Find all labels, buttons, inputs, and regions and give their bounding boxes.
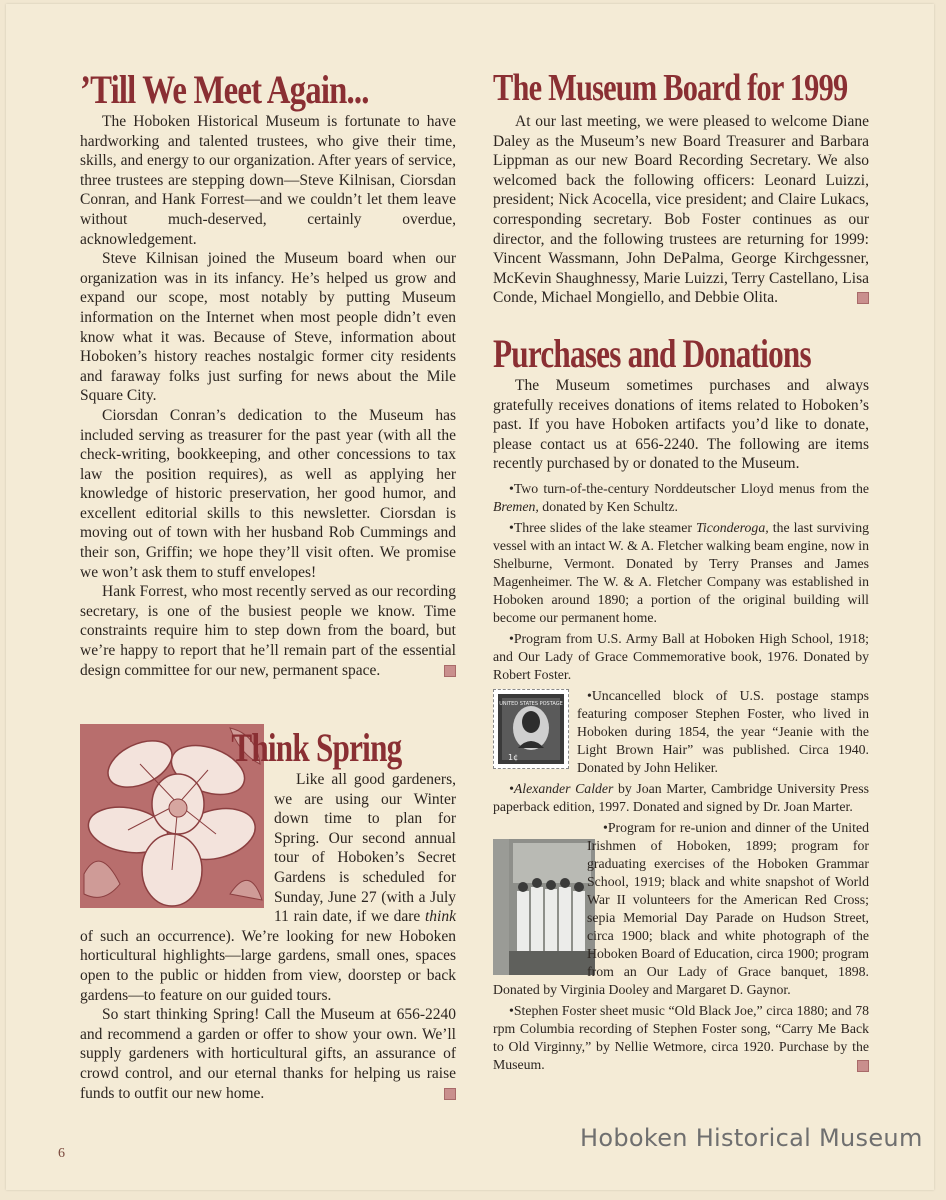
item2-text-end: the last surviving vessel with an intact W. & A. Fletcher walking beam engine, now in Shelburne, Vermont. Donated by Terry Pranses and James Magenheimer. The W. & A. Fletcher Company was established in Hoboken around 1890; a portion of the original building will become our permanent home. [493,519,869,625]
stamp-image [493,689,569,769]
board-heading: The Museum Board for 1999 [493,67,848,109]
end-mark-icon [444,665,456,677]
till-paragraph-4-text: Hank Forrest, who most recently served as our recording secretary, is one of the busiest people we know. Time constraints require him to step down from the board, but we’re happy to report that he’ll remain part of the essential design committee for our new, permanent space. [80,583,456,679]
donation-item-menus [493,480,869,516]
spring-paragraph-2 [80,1005,456,1103]
page-number: 6 [58,1146,65,1161]
stamp-value-text: 1¢ [508,752,519,762]
spring-paragraph-1-text: Like all good gardeners, we are using our Winter down time to plan for Spring. Our second annual tour of Hoboken’s Secret Gardens is scheduled for Sunday, June 27 (with a July 11 rain date, if we dare [274,771,456,926]
donation-item-program: •Program from U.S. Army Ball at Hoboken High School, 1918; and Our Lady of Grace Commemorative book, 1976. Donated by Robert Foster. [493,630,869,682]
donation-item-irishmen [493,819,869,999]
think-spring-article [80,724,456,1103]
spring-italic-think: think [425,908,456,926]
donation-item-slides [493,519,869,627]
red-cross-photo [493,839,579,975]
item1-italic: Bremen, [493,498,539,514]
item6-text: •Program for re-union and dinner of the United Irishmen of Hoboken, 1899; program for graduating exercises of the Hoboken Grammar School, 1919; black and white snapshot of World War II volunteers for the American Red Cross; sepia Memorial Day Parade on Hudson Street, circa 1900; black and white photograph of the Hoboken Board of Education, circa 1900; program from an Our Lady of Grace banquet, 1898. Donated by Virginia Dooley and Margaret D. Gaynor. [493,819,869,997]
end-mark-icon [857,292,869,304]
item1-text: •Two turn-of-the-century Norddeutscher Lloyd menus from the [509,480,869,496]
item1-text-end: donated by Ken Schultz. [538,498,678,514]
till-paragraph-4 [80,582,456,680]
item2-text: •Three slides of the lake steamer [509,519,696,535]
item5-italic: •Alexander Calder [509,780,614,796]
item7-text: •Stephen Foster sheet music “Old Black Joe,” circa 1880; and 78 rpm Columbia recording of Stephen Foster song, “Carry Me Back to Old Virginny,” by Nellie Wetmore, circa 1920. Purchase by the Museum. [493,1002,869,1072]
item2-italic: Ticonderoga, [695,519,769,535]
volunteers-photo-icon [509,839,595,975]
donation-item-stamps [493,687,869,777]
spring-paragraph-2-text: So start thinking Spring! Call the Museum at 656-2240 and recommend a garden or offer to show your own. We’ll supply gardeners with horticultural gifts, an assurance of crowd control, and our eternal thanks for helping us raise funds to outfit our new home. [80,1006,456,1102]
till-paragraph-3: Ciorsdan Conran’s dedication to the Museum has included serving as treasurer for the past year (with all the check-writing, bookkeeping, and other concessions to tax law the position requires), as well as applying her knowledge of historic preservation, her good humor, and excellent editorial skills to this newsletter. Ciorsdan is moving out of town with her husband Rob Cummings and their son, Griffin; we hope they’ll visit often. We promise we won’t ask them to stuff envelopes! [80,406,456,581]
donation-item-book [493,780,869,816]
purchases-intro: The Museum sometimes purchases and always gratefully receives donations of items related to Hoboken’s past. If you have Hoboken artifacts you’d like to donate, please contact us at 656-2240. The following are items recently purchased by or donated to the Museum. [493,376,869,473]
board-paragraph-text: At our last meeting, we were pleased to welcome Diane Daley as the Museum’s new Board Treasurer and Barbara Lippman as our new Board Recording Secretary. We also welcomed back the following officers: Leonard Luizzi, president; Nick Acocella, vice president; and Claire Lukacs, corresponding secretary. Bob Foster continues as our director, and the following trustees are returning for 1999: Vincent Wassmann, John DePalma, George Kirchgessner, McKevin Shaughnessy, Marie Luizzi, Terry Castellano, Lisa Conde, Michael Mongiello, and Debbie Olita. [493,113,869,307]
till-paragraph-2: Steve Kilnisan joined the Museum board when our organization was in its infancy. He’s helped us grow and expand our scope, most notably by putting Museum information on the Internet when most people didn’t even know what it was. Because of Steve, information about Hoboken’s history reaches nostalgic former city residents and faraway folks just surfing for news about the Mile Square City. [80,250,456,405]
item5-text: by Joan Marter, Cambridge University Press paperback edition, 1997. Donated and signed by Dr. Joan Marter. [493,780,869,814]
till-heading: ’Till We Meet Again... [80,67,369,112]
stamp-portrait-icon [494,690,568,768]
watermark: Hoboken Historical Museum [580,1124,923,1152]
till-paragraph-1: The Hoboken Historical Museum is fortunate to have hardworking and talented trustees, who give their time, skills, and energy to our organization. After years of service, three trustees are stepping down—Steve Kilnisan, Ciorsdan Conran, and Hank Forrest—and we couldn’t let them leave without much-deserved, certainly overdue, acknowledgement. [80,113,456,248]
donation-item-sheet-music [493,1002,869,1074]
right-column [493,66,869,1077]
spring-paragraph-1-text-end: of such an occurrence). We’re looking for new Hoboken horticultural highlights—large gardens, small ones, spaces open to the public or hidden from view, doorstep or back gardens—to feature on our guided tours. [80,927,456,1004]
stamp-top-text: UNITED STATES POSTAGE [499,700,563,707]
item4-text: •Uncancelled block of U.S. postage stamps featuring composer Stephen Foster, who lived in Hoboken during 1854, the year “Jeanie with the Light Brown Hair” was published. Circa 1940. Donated by John Heliker. [577,687,869,775]
end-mark-icon [444,1088,456,1100]
purchases-heading: Purchases and Donations [493,330,811,376]
think-spring-heading: Think Spring [231,725,402,770]
board-paragraph [493,112,869,308]
end-mark-icon [857,1060,869,1072]
till-we-meet-again-article [80,66,456,680]
